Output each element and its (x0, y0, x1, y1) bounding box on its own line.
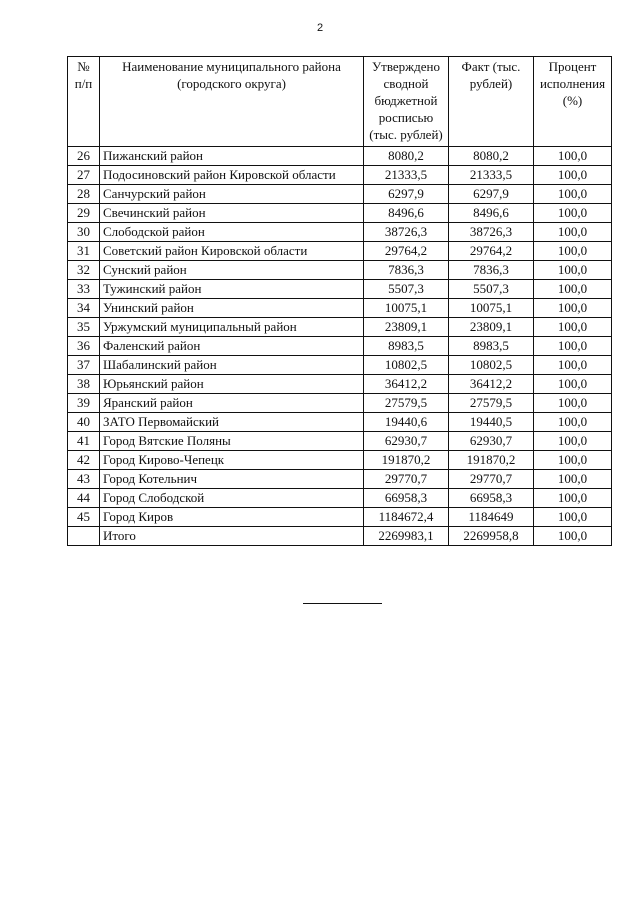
row-percent: 100,0 (534, 185, 612, 204)
row-name: Пижанский район (100, 147, 364, 166)
row-fact: 10075,1 (449, 299, 534, 318)
row-name: Свечинский район (100, 204, 364, 223)
row-fact: 29770,7 (449, 470, 534, 489)
row-fact: 29764,2 (449, 242, 534, 261)
row-number: 34 (68, 299, 100, 318)
page-number: 2 (316, 22, 324, 34)
row-percent: 100,0 (534, 413, 612, 432)
row-plan: 5507,3 (364, 280, 449, 299)
row-name: Санчурский район (100, 185, 364, 204)
row-number: 38 (68, 375, 100, 394)
row-percent: 100,0 (534, 299, 612, 318)
row-number: 29 (68, 204, 100, 223)
row-fact: 10802,5 (449, 356, 534, 375)
row-fact: 23809,1 (449, 318, 534, 337)
row-number: 42 (68, 451, 100, 470)
row-number: 35 (68, 318, 100, 337)
budget-execution-table (67, 56, 612, 546)
row-number: 28 (68, 185, 100, 204)
total-percent: 100,0 (534, 527, 612, 546)
row-fact: 36412,2 (449, 375, 534, 394)
row-plan: 29770,7 (364, 470, 449, 489)
header-number: № п/п (68, 57, 100, 147)
table-row (68, 299, 612, 318)
row-fact: 19440,5 (449, 413, 534, 432)
total-row (68, 527, 612, 546)
row-plan: 38726,3 (364, 223, 449, 242)
table-row (68, 394, 612, 413)
row-percent: 100,0 (534, 432, 612, 451)
row-number: 26 (68, 147, 100, 166)
total-plan: 2269983,1 (364, 527, 449, 546)
row-plan: 6297,9 (364, 185, 449, 204)
table-row (68, 451, 612, 470)
row-number: 33 (68, 280, 100, 299)
row-fact: 38726,3 (449, 223, 534, 242)
row-fact: 62930,7 (449, 432, 534, 451)
row-plan: 29764,2 (364, 242, 449, 261)
row-fact: 6297,9 (449, 185, 534, 204)
row-plan: 8080,2 (364, 147, 449, 166)
row-number: 37 (68, 356, 100, 375)
total-fact: 2269958,8 (449, 527, 534, 546)
row-plan: 8983,5 (364, 337, 449, 356)
row-percent: 100,0 (534, 356, 612, 375)
row-name: Шабалинский район (100, 356, 364, 375)
total-name: Итого (100, 527, 364, 546)
table-row (68, 242, 612, 261)
row-name: Город Киров (100, 508, 364, 527)
row-percent: 100,0 (534, 166, 612, 185)
row-percent: 100,0 (534, 280, 612, 299)
header-percent: Процент исполнения (%) (534, 57, 612, 147)
row-number: 31 (68, 242, 100, 261)
table-row (68, 489, 612, 508)
row-percent: 100,0 (534, 337, 612, 356)
row-percent: 100,0 (534, 204, 612, 223)
table-row (68, 318, 612, 337)
row-name: Слободской район (100, 223, 364, 242)
row-percent: 100,0 (534, 470, 612, 489)
header-fact: Факт (тыс. рублей) (449, 57, 534, 147)
table-row (68, 470, 612, 489)
row-fact: 27579,5 (449, 394, 534, 413)
row-percent: 100,0 (534, 394, 612, 413)
table-row (68, 280, 612, 299)
row-name: Подосиновский район Кировской области (100, 166, 364, 185)
row-percent: 100,0 (534, 451, 612, 470)
table-row (68, 223, 612, 242)
row-number: 39 (68, 394, 100, 413)
row-number: 27 (68, 166, 100, 185)
table-row (68, 356, 612, 375)
row-number: 41 (68, 432, 100, 451)
table-header-row (68, 57, 612, 147)
row-plan: 21333,5 (364, 166, 449, 185)
table-row (68, 413, 612, 432)
row-plan: 23809,1 (364, 318, 449, 337)
row-number: 32 (68, 261, 100, 280)
row-name: Город Слободской (100, 489, 364, 508)
row-name: Юрьянский район (100, 375, 364, 394)
row-fact: 8080,2 (449, 147, 534, 166)
total-number (68, 527, 100, 546)
row-fact: 191870,2 (449, 451, 534, 470)
table-row (68, 432, 612, 451)
row-name: Город Кирово-Чепецк (100, 451, 364, 470)
row-plan: 66958,3 (364, 489, 449, 508)
row-fact: 66958,3 (449, 489, 534, 508)
row-plan: 10802,5 (364, 356, 449, 375)
row-fact: 7836,3 (449, 261, 534, 280)
row-number: 36 (68, 337, 100, 356)
row-plan: 62930,7 (364, 432, 449, 451)
row-percent: 100,0 (534, 147, 612, 166)
table-row (68, 337, 612, 356)
row-plan: 36412,2 (364, 375, 449, 394)
row-fact: 8496,6 (449, 204, 534, 223)
row-percent: 100,0 (534, 508, 612, 527)
row-fact: 1184649 (449, 508, 534, 527)
table-body (68, 147, 612, 546)
row-number: 45 (68, 508, 100, 527)
row-fact: 5507,3 (449, 280, 534, 299)
row-plan: 191870,2 (364, 451, 449, 470)
row-plan: 1184672,4 (364, 508, 449, 527)
row-percent: 100,0 (534, 261, 612, 280)
table-row (68, 166, 612, 185)
row-number: 30 (68, 223, 100, 242)
row-percent: 100,0 (534, 242, 612, 261)
row-percent: 100,0 (534, 318, 612, 337)
row-name: Уржумский муниципальный район (100, 318, 364, 337)
row-name: Тужинский район (100, 280, 364, 299)
row-name: Город Котельнич (100, 470, 364, 489)
row-percent: 100,0 (534, 489, 612, 508)
row-percent: 100,0 (534, 375, 612, 394)
table-row (68, 204, 612, 223)
row-name: Город Вятские Поляны (100, 432, 364, 451)
row-name: Унинский район (100, 299, 364, 318)
row-plan: 7836,3 (364, 261, 449, 280)
row-plan: 19440,6 (364, 413, 449, 432)
header-name: Наименование муниципального района (городского округа) (100, 57, 364, 147)
row-number: 43 (68, 470, 100, 489)
footer-divider (303, 603, 382, 604)
table-row (68, 147, 612, 166)
table-row (68, 508, 612, 527)
row-name: Советский район Кировской области (100, 242, 364, 261)
row-name: Фаленский район (100, 337, 364, 356)
row-plan: 10075,1 (364, 299, 449, 318)
row-number: 44 (68, 489, 100, 508)
row-name: ЗАТО Первомайский (100, 413, 364, 432)
table-row (68, 375, 612, 394)
row-percent: 100,0 (534, 223, 612, 242)
header-plan: Утверждено сводной бюджетной росписью (тыс. рублей) (364, 57, 449, 147)
table-row (68, 185, 612, 204)
row-fact: 8983,5 (449, 337, 534, 356)
row-name: Сунский район (100, 261, 364, 280)
row-number: 40 (68, 413, 100, 432)
row-plan: 27579,5 (364, 394, 449, 413)
table-row (68, 261, 612, 280)
row-plan: 8496,6 (364, 204, 449, 223)
row-fact: 21333,5 (449, 166, 534, 185)
row-name: Яранский район (100, 394, 364, 413)
